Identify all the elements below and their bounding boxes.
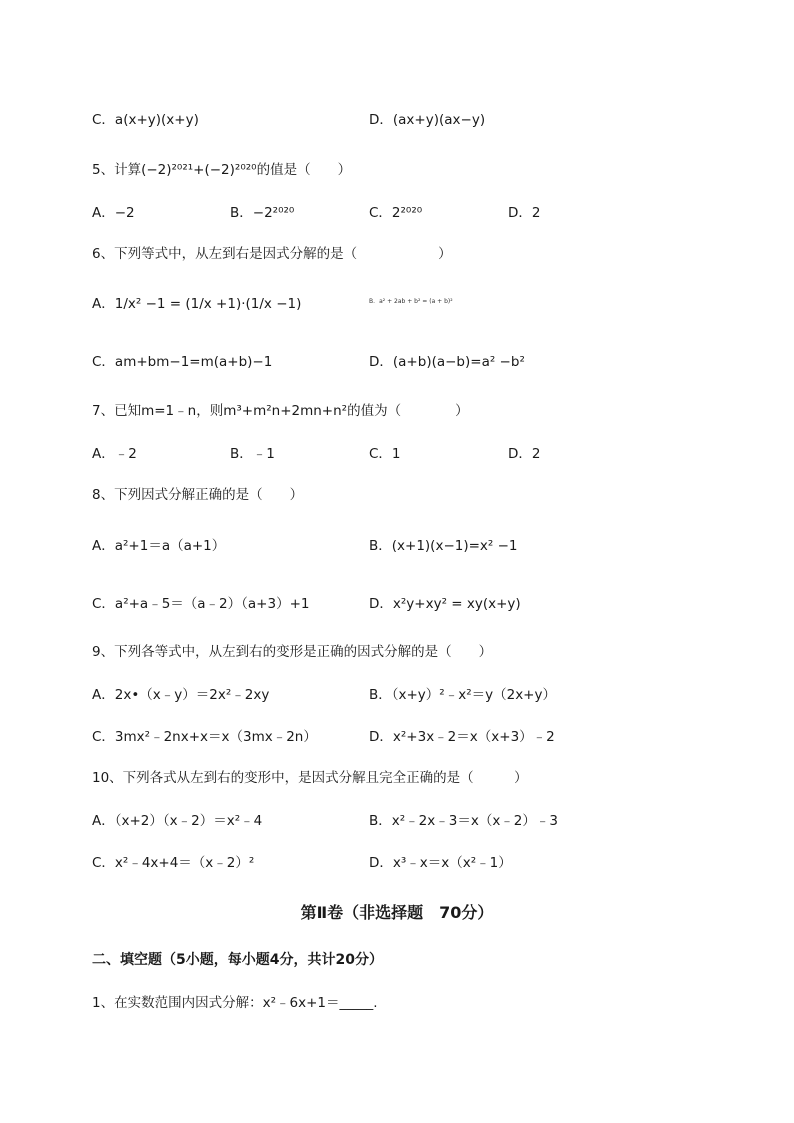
q5-option-c: C．2²⁰²⁰ bbox=[369, 205, 423, 221]
q6-option-d: D．(a+b)(a−b)=a² −b² bbox=[369, 354, 525, 370]
q9-stem: 9、下列各等式中，从左到右的变形是正确的因式分解的是（ ） bbox=[92, 644, 493, 660]
q8-option-c: C．a²+a﹣5＝（a﹣2）（a+3）+1 bbox=[92, 596, 310, 612]
q8-stem: 8、下列因式分解正确的是（ ） bbox=[92, 487, 304, 503]
q7-stem: 7、已知m=1﹣n，则m³+m²n+2mn+n²的值为（ ） bbox=[92, 403, 469, 419]
fill1-stem: 1、在实数范围内因式分解：x²﹣6x+1＝_____. bbox=[92, 995, 378, 1011]
q9-option-c: C．3mx²﹣2nx+x＝x（3mx﹣2n） bbox=[92, 729, 317, 745]
part2-title: 第Ⅱ卷（非选择题 70分） bbox=[300, 903, 494, 922]
q8-option-a: A．a²+1＝a（a+1） bbox=[92, 538, 226, 554]
q4-option-c: C．a(x+y)(x+y) bbox=[92, 112, 199, 128]
q5-option-a: A．−2 bbox=[92, 205, 135, 221]
q7-option-b: B．﹣1 bbox=[230, 446, 275, 462]
q6-option-b: B．a² + 2ab + b² = (a + b)² bbox=[369, 298, 453, 305]
q8-option-b: B．(x+1)(x−1)=x² −1 bbox=[369, 538, 518, 554]
q9-option-d: D．x²+3x﹣2＝x（x+3）﹣2 bbox=[369, 729, 555, 745]
q9-option-a: A．2x•（x﹣y）＝2x²﹣2xy bbox=[92, 687, 270, 703]
q4-option-d: D．(ax+y)(ax−y) bbox=[369, 112, 486, 128]
q6-option-c: C．am+bm−1=m(a+b)−1 bbox=[92, 354, 273, 370]
q10-stem: 10、下列各式从左到右的变形中，是因式分解且完全正确的是（ ） bbox=[92, 770, 528, 786]
q7-option-d: D．2 bbox=[508, 446, 541, 462]
q7-option-a: A．﹣2 bbox=[92, 446, 137, 462]
q5-option-b: B．−2²⁰²⁰ bbox=[230, 205, 295, 221]
q7-option-c: C．1 bbox=[369, 446, 401, 462]
q10-option-d: D．x³﹣x＝x（x²﹣1） bbox=[369, 855, 512, 871]
section2-heading: 二、填空题（5小题，每小题4分，共计20分） bbox=[92, 952, 383, 968]
q10-option-b: B．x²﹣2x﹣3＝x（x﹣2）﹣3 bbox=[369, 813, 558, 829]
q10-option-c: C．x²﹣4x+4＝（x﹣2）² bbox=[92, 855, 255, 871]
q6-option-a: A．1/x² −1 = (1/x +1)·(1/x −1) bbox=[92, 296, 302, 312]
q6-stem: 6、下列等式中，从左到右是因式分解的是（ ） bbox=[92, 246, 452, 262]
q8-option-d: D．x²y+xy² = xy(x+y) bbox=[369, 596, 521, 612]
q5-stem: 5、计算(−2)²⁰²¹+(−2)²⁰²⁰的值是（ ） bbox=[92, 162, 352, 178]
q9-option-b: B．（x+y）²﹣x²＝y（2x+y） bbox=[369, 687, 556, 703]
q10-option-a: A．（x+2）（x﹣2）＝x²﹣4 bbox=[92, 813, 263, 829]
q5-option-d: D．2 bbox=[508, 205, 541, 221]
